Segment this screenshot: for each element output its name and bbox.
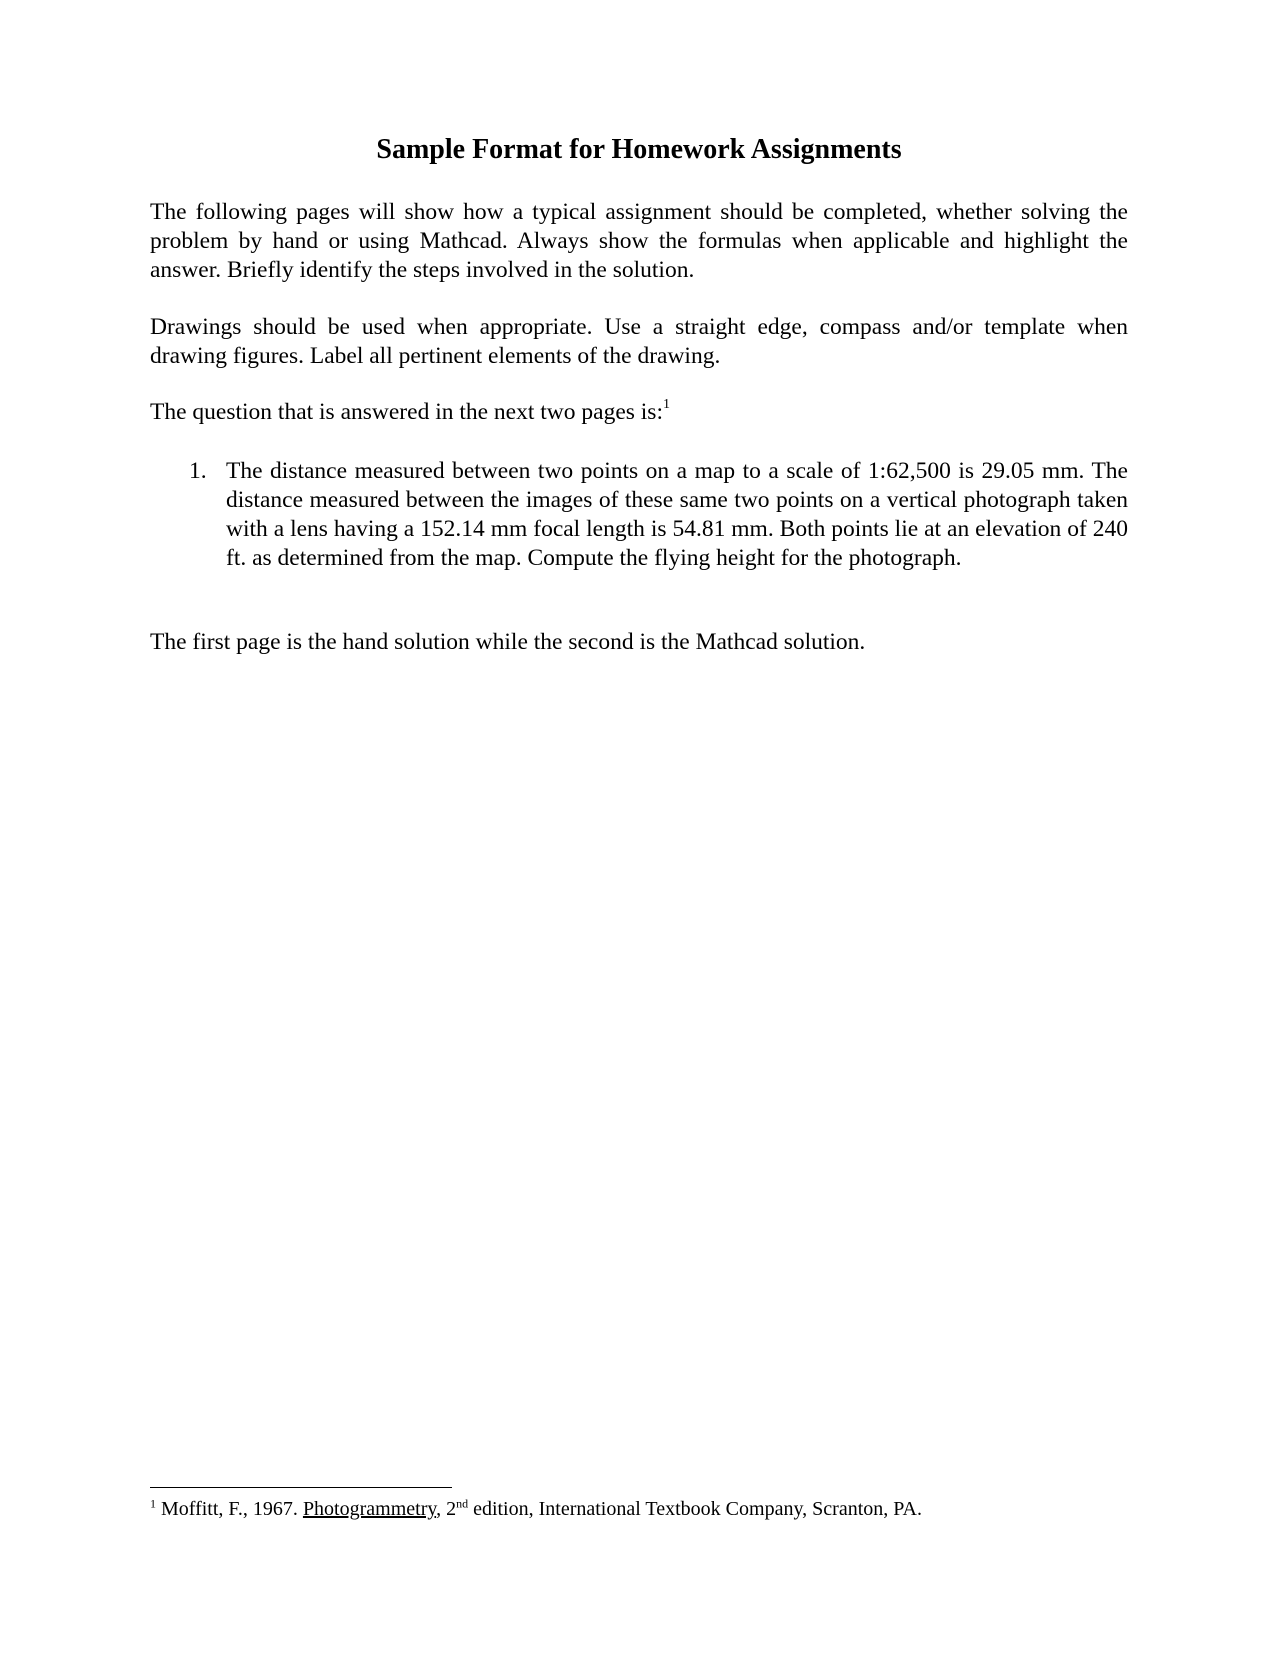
question-intro-text: The question that is answered in the next two pages is: bbox=[150, 399, 663, 425]
intro-paragraph: The following pages will show how a typical assignment should be completed, whether solving the problem by hand or using Mathcad. Always show the formulas when applicable and highlight the answer. Briefly identify the steps involved in the solution. bbox=[150, 199, 1128, 283]
footnote-text-before: Moffitt, F., 1967. bbox=[156, 1498, 303, 1520]
question-intro-paragraph bbox=[150, 398, 1128, 427]
question-number: 1. bbox=[189, 458, 207, 484]
solution-note-paragraph: The first page is the hand solution while the second is the Mathcad solution. bbox=[150, 629, 866, 655]
footnote bbox=[150, 1496, 1128, 1522]
footnote-divider bbox=[150, 1487, 452, 1488]
drawings-paragraph: Drawings should be used when appropriate. Use a straight edge, compass and/or template when drawing figures. Label all pertinent elements of the drawing. bbox=[150, 314, 1128, 369]
footnote-book-title: Photogrammetry bbox=[302, 1498, 437, 1520]
footnote-text-middle: , 2 bbox=[436, 1498, 457, 1520]
footnote-text-after: edition, International Textbook Company, Scranton, PA. bbox=[468, 1498, 922, 1520]
list-item bbox=[150, 457, 1128, 573]
footnote-edition-suffix: nd bbox=[456, 1496, 469, 1511]
footnote-marker: 1 bbox=[150, 1496, 156, 1511]
question-list bbox=[150, 457, 1128, 573]
document-title: Sample Format for Homework Assignments bbox=[376, 134, 902, 165]
question-text: The distance measured between two points on a map to a scale of 1:62,500 is 29.05 mm. The distance measured between the images of these same two points on a vertical photograph taken with a lens having a 152.14 mm focal length is 54.81 mm. Both points lie at an elevation of 240 ft. as determined from the map. Compute the flying height for the photograph. bbox=[226, 458, 1128, 571]
footnote-reference: 1 bbox=[662, 397, 670, 413]
